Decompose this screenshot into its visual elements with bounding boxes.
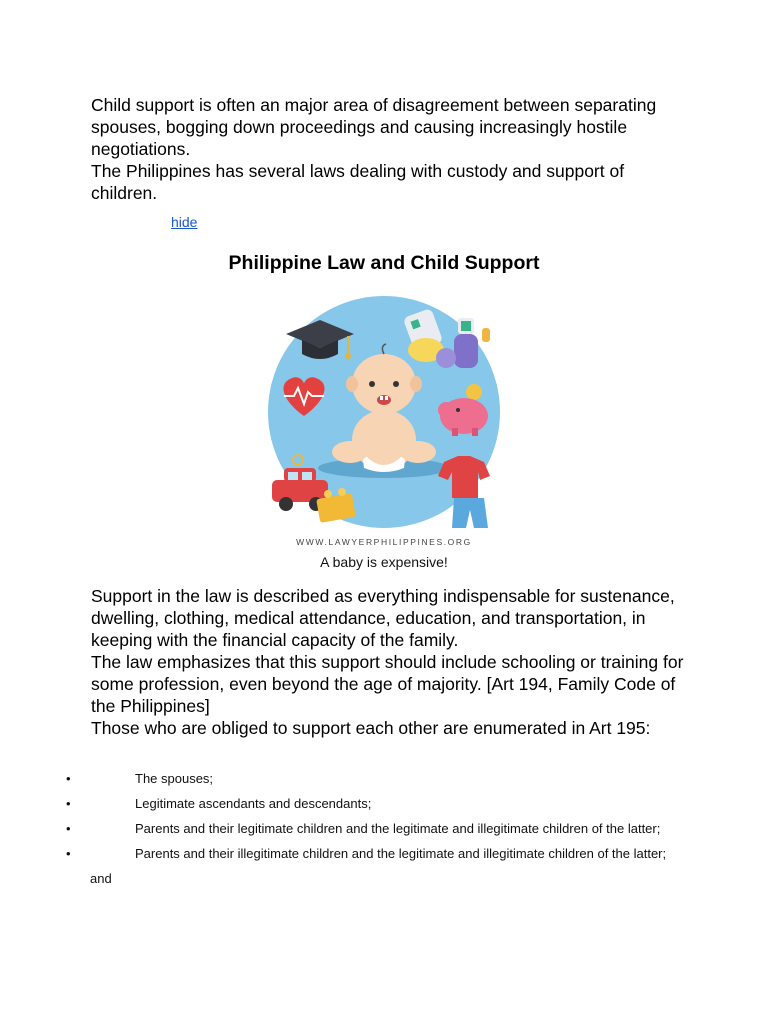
baby-illustration-svg — [258, 292, 510, 544]
intro-paragraph-2: The Philippines has several laws dealing with custody and support of children. — [91, 161, 625, 203]
image-watermark: WWW.LAWYERPHILIPPINES.ORG — [296, 537, 472, 547]
bullet-icon: • — [66, 771, 71, 786]
section-heading: Philippine Law and Child Support — [228, 252, 540, 274]
intro-paragraph-1: Child support is often an major area of disagreement between separating spouses, bogging down proceedings and causing increasingly hostile negotiations. — [91, 95, 657, 159]
body-paragraph-1: Support in the law is described as everything indispensable for sustenance, dwelling, clothing, medical attendance, education, and transportation, in keeping with the financial capacity of the family. — [91, 586, 675, 650]
baby-illustration — [258, 292, 510, 544]
list-item: • The spouses; — [0, 766, 768, 791]
image-caption: A baby is expensive! — [320, 554, 448, 570]
body-paragraph-3: Those who are obliged to support each other are enumerated in Art 195: — [91, 718, 651, 738]
bullet-icon: • — [66, 821, 71, 836]
obligor-list — [0, 766, 768, 891]
list-item: • Parents and their illegitimate children and the legitimate and illegitimate children of the latter; and — [0, 841, 768, 891]
list-item: • Legitimate ascendants and descendants; — [0, 791, 768, 816]
bullet-icon: • — [66, 846, 71, 861]
body-paragraph-2: The law emphasizes that this support should include schooling or training for some profession, even beyond the age of majority. [Art 194, Family Code of the Philippines] — [91, 652, 684, 716]
toc-hide-link[interactable]: hide — [171, 214, 198, 230]
bullet-icon: • — [66, 796, 71, 811]
list-item: • Parents and their legitimate children and the legitimate and illegitimate children of the latter; — [0, 816, 768, 841]
